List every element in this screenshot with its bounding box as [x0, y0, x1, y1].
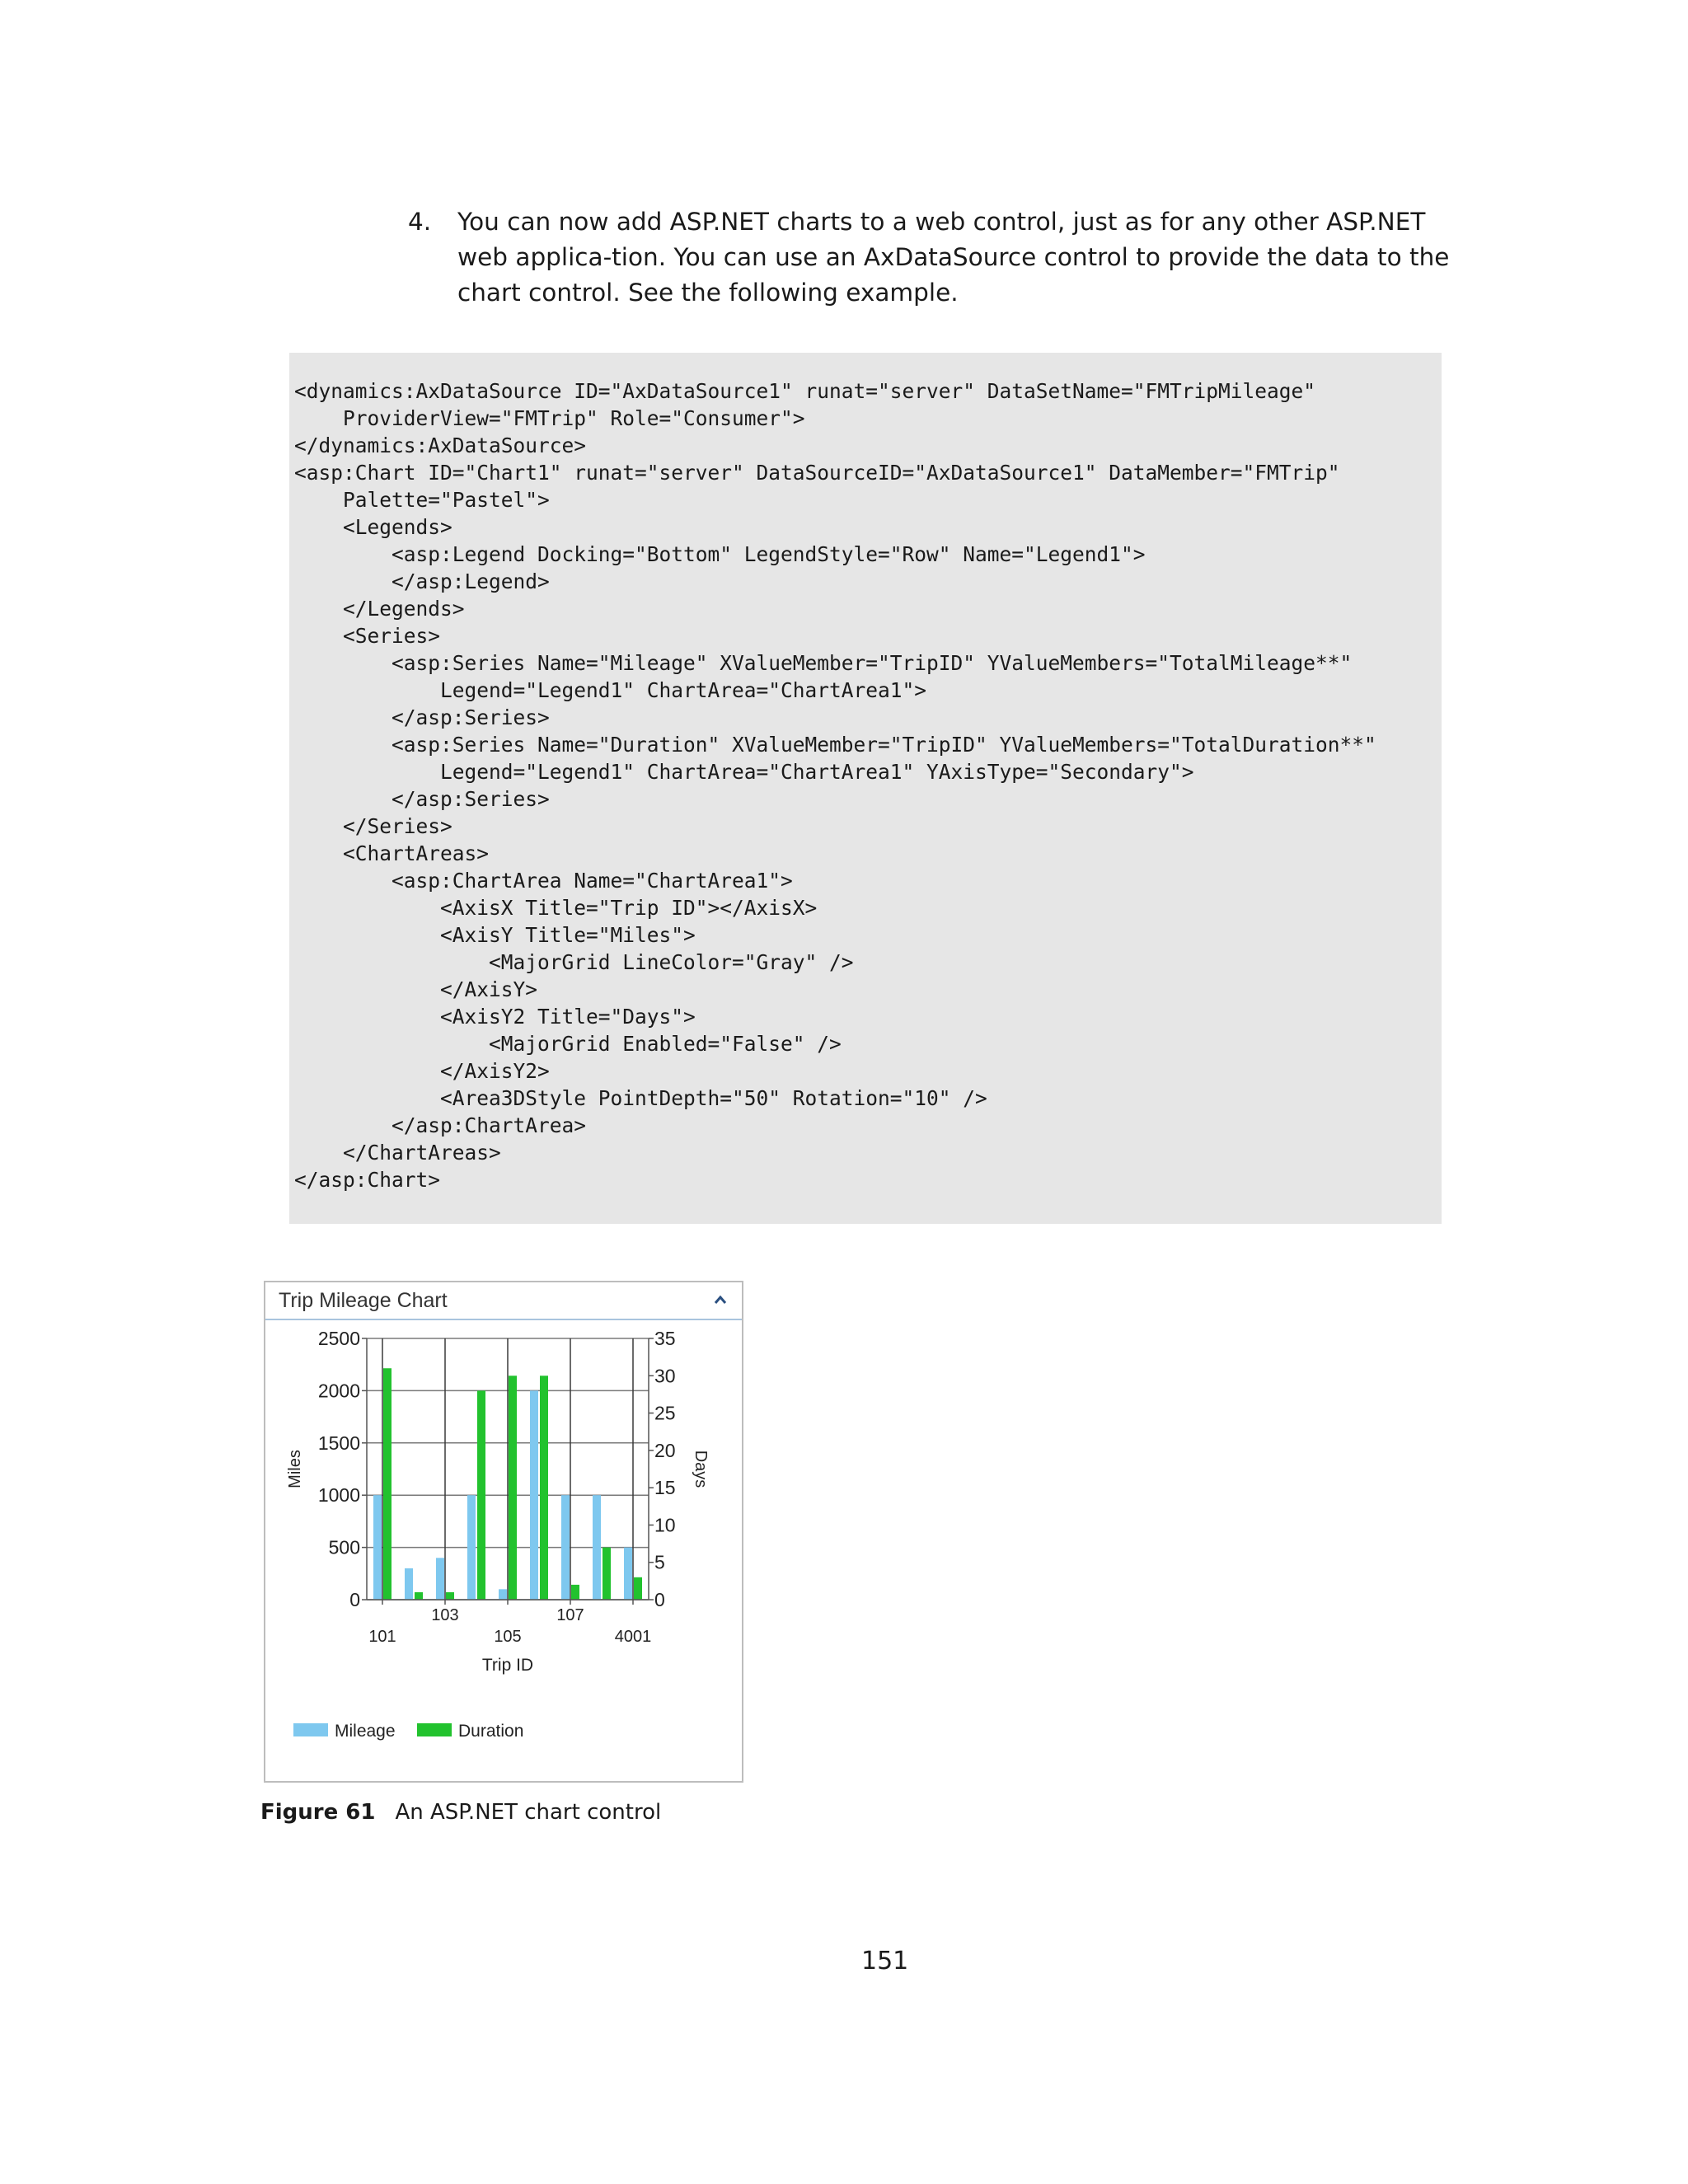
- legend-label-mileage: Mileage: [335, 1722, 396, 1741]
- bar-duration: [477, 1390, 485, 1600]
- y-tick-label: 0: [349, 1589, 360, 1610]
- step-number: 4.: [408, 208, 432, 236]
- legend-swatch-duration: [417, 1723, 452, 1736]
- legend-label-duration: Duration: [458, 1722, 524, 1741]
- trip-mileage-chart: [265, 1320, 742, 1781]
- x-tick-label: 4001: [614, 1628, 652, 1646]
- y-tick-label: 1500: [317, 1432, 360, 1454]
- y2-tick-label: 15: [654, 1477, 676, 1499]
- y-tick-label: 1000: [317, 1484, 360, 1507]
- y2-tick-label: 25: [654, 1402, 676, 1424]
- x-tick-label: 101: [368, 1628, 396, 1646]
- figure-label: Figure 61: [260, 1800, 376, 1825]
- bar-mileage: [530, 1390, 538, 1600]
- bar-mileage: [561, 1495, 570, 1600]
- bar-mileage: [373, 1495, 382, 1600]
- bar-duration: [571, 1585, 579, 1600]
- bar-duration: [634, 1577, 642, 1600]
- chevron-up-icon[interactable]: [714, 1294, 727, 1305]
- bar-mileage: [593, 1495, 601, 1600]
- figure-caption: [260, 1800, 661, 1825]
- bar-mileage: [624, 1548, 632, 1600]
- figure-caption-text: An ASP.NET chart control: [395, 1800, 662, 1825]
- y2-tick-label: 0: [654, 1589, 665, 1610]
- bar-duration: [383, 1368, 392, 1600]
- y2-tick-label: 5: [654, 1551, 665, 1573]
- bar-mileage: [499, 1589, 507, 1600]
- y2-axis-title: Days: [692, 1450, 710, 1488]
- bar-duration: [446, 1592, 454, 1600]
- y-axis-title: Miles: [286, 1450, 304, 1488]
- bar-duration: [540, 1376, 548, 1600]
- x-tick-label: 107: [556, 1606, 584, 1624]
- bar-mileage: [405, 1568, 413, 1600]
- step-text: You can now add ASP.NET charts to a web control, just as for any other ASP.NET web applica-tion. You can use an AxDataSource control to provide the data to the chart control. See the following example.: [457, 208, 1450, 307]
- code-listing: <dynamics:AxDataSource ID="AxDataSource1" runat="server" DataSetName="FMTripMileage" ProviderView="FMTrip" Role="Consumer"> </dynamics:AxDataSource> <asp:Chart ID="Chart1" runat="server" DataSourceID="AxDataSource1" DataMember="FMTrip" Palette="Pastel"> <Legends> <asp:Legend Docking="Bottom" LegendStyle="Row" Name="Legend1"> </asp:Legend> </Legends> <Series> <asp:Series Name="Mileage" XValueMember="TripID" YValueMembers="TotalMileage**" Legend="Legend1" ChartArea="ChartArea1"> </asp:Series> <asp:Series Name="Duration" XValueMember="TripID" YValueMembers="TotalDuration**" Legend="Legend1" ChartArea="ChartArea1" YAxisType="Secondary"> </asp:Series> </Series> <ChartAreas> <asp:ChartArea Name="ChartArea1"> <AxisX Title="Trip ID"></AxisX> <AxisY Title="Miles"> <MajorGrid LineColor="Gray" /> </AxisY> <AxisY2 Title="Days"> <MajorGrid Enabled="False" /> </AxisY2> <Area3DStyle PointDepth="50" Rotation="10" /> </asp:ChartArea> </ChartAreas> </asp:Chart>: [294, 379, 1376, 1192]
- page-number: 151: [861, 1947, 909, 1975]
- y-tick-label: 500: [328, 1536, 360, 1558]
- chart-panel: [264, 1281, 743, 1783]
- y-tick-label: 2000: [317, 1380, 360, 1402]
- y2-tick-label: 10: [654, 1514, 676, 1536]
- bar-duration: [509, 1376, 517, 1600]
- x-tick-label: 103: [431, 1606, 459, 1624]
- y-tick-label: 2500: [317, 1328, 360, 1349]
- y2-tick-label: 35: [654, 1328, 676, 1349]
- bar-duration: [603, 1548, 611, 1600]
- bar-duration: [415, 1592, 423, 1600]
- x-axis-title: Trip ID: [481, 1656, 534, 1675]
- x-tick-label: 105: [494, 1628, 522, 1646]
- panel-header: [265, 1282, 742, 1320]
- y2-tick-label: 30: [654, 1365, 676, 1387]
- legend-swatch-mileage: [293, 1723, 328, 1736]
- code-block: [289, 353, 1442, 1224]
- panel-title: Trip Mileage Chart: [279, 1289, 448, 1312]
- bar-mileage: [436, 1558, 444, 1600]
- bar-mileage: [467, 1495, 476, 1600]
- y2-tick-label: 20: [654, 1439, 676, 1461]
